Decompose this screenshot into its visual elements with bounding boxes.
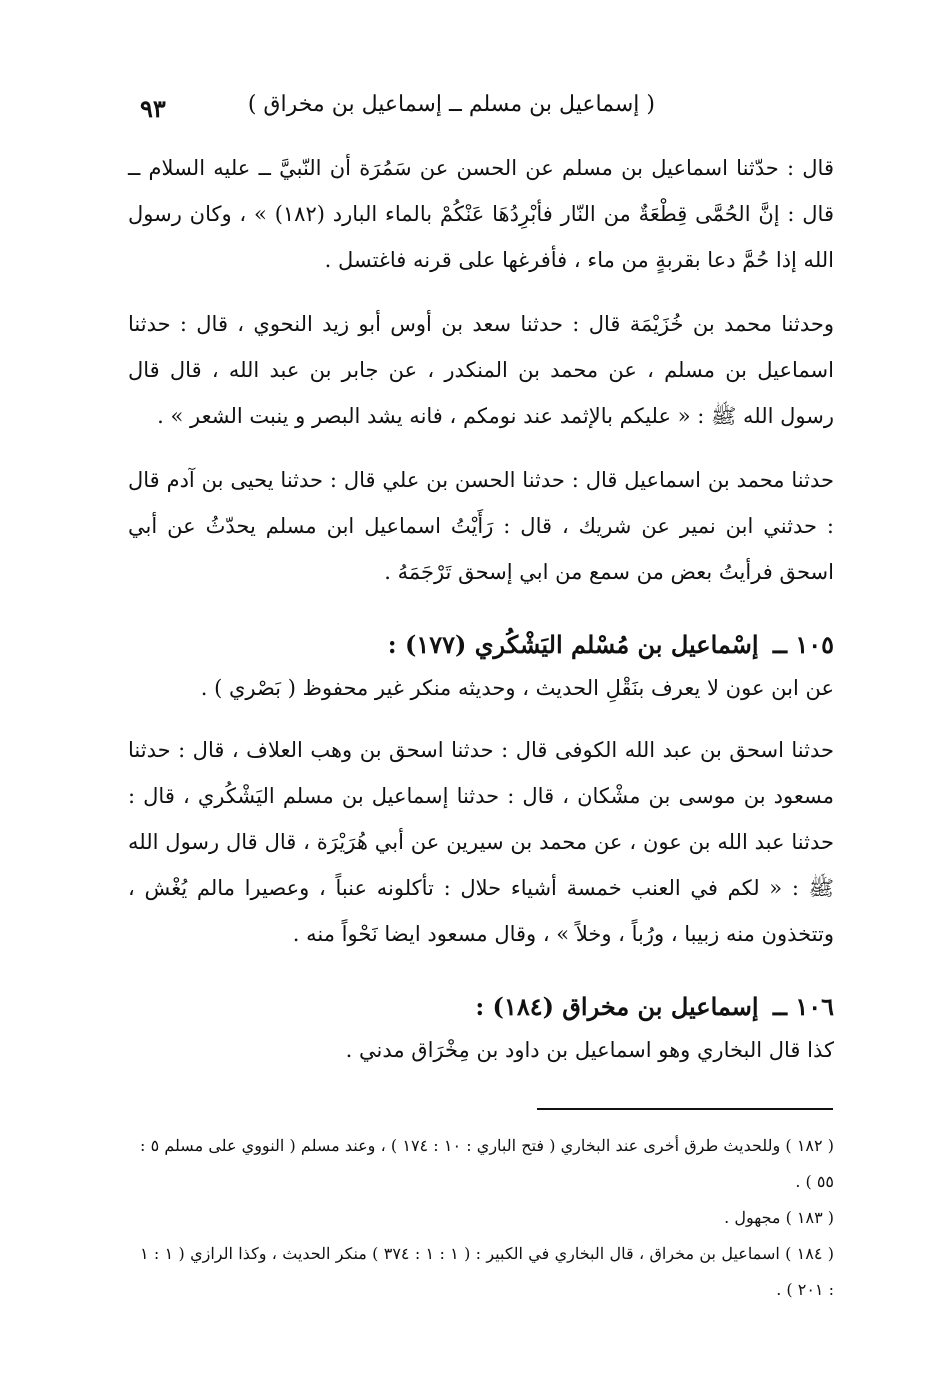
- footnote: ( ١٨٣ ) مجهول .: [724, 1208, 834, 1227]
- entry-title: إسْماعيل بن مُسْلم اليَشْكُري (١٧٧) :: [387, 630, 759, 659]
- entry-note: عن ابن عون لا يعرف بنَقْلِ الحديث ، وحديثه منكر غير محفوظ ( بَصْري ) .: [200, 676, 834, 700]
- entry-number: ١٠٥ ــ: [772, 630, 834, 659]
- paragraph: وحدثنا محمد بن خُزَيْمَة قال : حدثنا سعد بن أوس أبو زيد النحوي ، قال : حدثنا اسماعيل بن مسلم ، عن محمد بن المنكدر ، عن جابر بن عبد الله ، قال قال رسول الله ﷺ : « عليكم بالإثمد عند نومكم ، فانه يشد البصر و ينبت الشعر » .: [128, 312, 834, 428]
- footnote-divider: [537, 1108, 833, 1110]
- entry-heading: [128, 623, 834, 667]
- page-number: ٩٣: [140, 94, 166, 123]
- entry-title: إسماعيل بن مخراق (١٨٤) :: [475, 992, 759, 1021]
- paragraph: قال : حدّثنا اسماعيل بن مسلم عن الحسن عن سَمُرَة أن النّبيَّ ــ عليه السلام ــ قال : إنَّ الحُمَّى قِطْعَةٌ من النّار فأبْرِدُهَا عَنْكُمْ بالماء البارد (١٨٢) » ، وكان رسول الله إذا حُمَّ دعا بقربةٍ من ماء ، فأفرغها على قرنه فاغتسل .: [128, 156, 834, 272]
- entry-number: ١٠٦ ــ: [772, 992, 834, 1021]
- page-header: [130, 88, 830, 128]
- paragraph: حدثنا محمد بن اسماعيل قال : حدثنا الحسن بن علي قال : حدثنا يحيى بن آدم قال : حدثني ابن نمير عن شريك ، قال : رَأَيْتُ اسماعيل ابن مسلم يحدّثُ عن أبي اسحق فرأيتُ بعض من سمع من ابي إسحق تَرْجَمَهُ .: [128, 468, 834, 584]
- footnote: ( ١٨٢ ) وللحديث طرق أخرى عند البخاري ( فتح الباري : ١٠ : ١٧٤ ) ، وعند مسلم ( النووي على مسلم ٥ : ٥٥ ) .: [140, 1136, 835, 1191]
- entry-note: كذا قال البخاري وهو اسماعيل بن داود بن مِخْرَاق مدني .: [345, 1038, 834, 1062]
- entry-heading: [128, 985, 834, 1029]
- running-title: ( إسماعيل بن مسلم ــ إسماعيل بن مخراق ): [247, 92, 655, 117]
- footnote: ( ١٨٤ ) اسماعيل بن مخراق ، قال البخاري في الكبير : ( ١ : ١ : ٣٧٤ ) منكر الحديث ، وكذا الرازي ( ١ : ١ : ٢٠١ ) .: [140, 1244, 835, 1299]
- main-text: [128, 145, 834, 1071]
- paragraph: حدثنا اسحق بن عبد الله الكوفى قال : حدثنا اسحق بن وهب العلاف ، قال : حدثنا مسعود بن موسى بن مشْكان ، قال : حدثنا إسماعيل بن مسلم اليَشْكُري ، قال : حدثنا عبد الله بن عون ، عن محمد بن سيرين عن أبي هُرَيْرَة ، قال قال رسول الله ﷺ : « لكم في العنب خمسة أشياء حلال : تأكلونه عنباً ، وعصيرا مالم يُغْش ، وتتخذون منه زبيبا ، ورُباً ، وخلاً » ، وقال مسعود ايضا نَحْواً منه .: [128, 738, 834, 946]
- footnotes: [140, 1128, 834, 1308]
